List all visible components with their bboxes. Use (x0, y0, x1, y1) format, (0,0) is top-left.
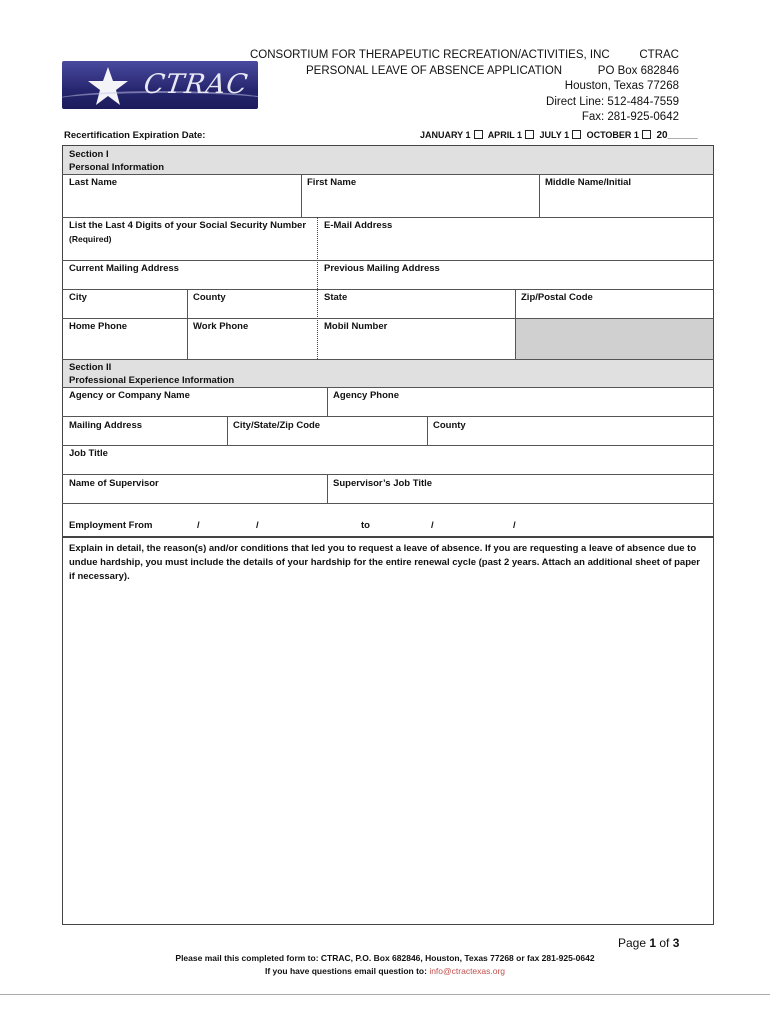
footer-question-line (0, 966, 770, 976)
recert-option-label: JULY 1 (539, 130, 570, 140)
page-bottom-rule (0, 994, 770, 995)
city-state-zip-label: City/State/Zip Code (233, 420, 321, 431)
supervisor-name-label: Name of Supervisor (69, 478, 159, 489)
agency-name-field[interactable] (66, 402, 322, 415)
mailing-address-field[interactable] (66, 431, 224, 444)
contact-name: CTRAC (639, 49, 679, 61)
org-name: CONSORTIUM FOR THERAPEUTIC RECREATION/ACTIVITIES, INC (250, 49, 610, 61)
recert-checkbox-october[interactable] (642, 130, 651, 139)
county-label: County (193, 292, 226, 303)
supervisor-title-field[interactable] (330, 490, 710, 502)
ssn-required-note: (Required) (69, 234, 112, 244)
employment-to-year-field[interactable] (522, 518, 622, 532)
current-address-label: Current Mailing Address (69, 263, 179, 274)
agency-name-label: Agency or Company Name (69, 390, 190, 401)
work-phone-label: Work Phone (193, 321, 249, 332)
zip-field[interactable] (518, 304, 710, 318)
footer-question-prefix: If you have questions email question to: (264, 966, 430, 976)
last-name-label: Last Name (69, 177, 118, 188)
recert-checkbox-january[interactable] (474, 130, 483, 139)
home-phone-field[interactable] (66, 336, 184, 354)
contact-po-box: PO Box 682846 (597, 64, 679, 77)
employment-from-year-field[interactable] (264, 518, 354, 532)
previous-address-label: Previous Mailing Address (324, 263, 440, 274)
mailing-address-label: Mailing Address (69, 420, 143, 431)
email-field[interactable] (320, 236, 710, 256)
logo-wordmark: CTRAC (141, 69, 251, 100)
mobile-label: Mobil Number (324, 321, 388, 332)
ssn-label: List the Last 4 Digits of your Social Security Number (69, 220, 307, 231)
section1-subtitle: Personal Information (69, 162, 165, 173)
job-title-field[interactable] (66, 460, 710, 473)
footer-email-link[interactable]: info@ctractexas.org (429, 966, 506, 976)
shaded-cell (516, 319, 713, 359)
date-slash: / (197, 520, 200, 531)
city-label: City (69, 292, 87, 303)
page-of: of (656, 936, 673, 950)
date-slash: / (431, 520, 434, 531)
employment-to-label: to (361, 520, 370, 531)
mobile-field[interactable] (320, 336, 512, 354)
recert-year-blank[interactable]: ______ (667, 130, 698, 140)
employment-to-month-field[interactable] (378, 518, 428, 532)
last-name-field[interactable] (66, 192, 296, 212)
recert-option-label: JANUARY 1 (420, 130, 471, 140)
page-number (618, 936, 679, 950)
agency-phone-field[interactable] (330, 402, 710, 415)
contact-fax: Fax: 281-925-0642 (581, 111, 679, 123)
supervisor-name-field[interactable] (66, 490, 322, 502)
state-label: State (324, 292, 348, 303)
city-state-zip-field[interactable] (230, 431, 424, 444)
recert-year-prefix: 20 (656, 130, 668, 141)
state-field[interactable] (320, 304, 512, 318)
contact-city: Houston, Texas 77268 (564, 80, 679, 92)
recert-option-label: APRIL 1 (487, 130, 523, 140)
footer-mail-line: Please mail this completed form to: CTRAC, P.O. Box 682846, Houston, Texas 77268 or fax 281-925-0642 (175, 953, 595, 963)
employment-from-day-field[interactable] (206, 518, 252, 532)
work-phone-field[interactable] (190, 336, 314, 354)
contact-direct-line: Direct Line: 512-484-7559 (546, 95, 679, 108)
date-slash: / (513, 520, 516, 531)
page-prefix: Page (618, 936, 650, 950)
explanation-instructions: Explain in detail, the reason(s) and/or conditions that led you to request a leave of absence. If you are requesting a leave of absence due to undue hardship, you must include the details of your hardship for the entire renewal cycle (past 2 years. Attach an additional sheet of paper if necessary). (69, 543, 701, 582)
contact-block (546, 48, 679, 126)
county-field[interactable] (190, 304, 314, 318)
section2-title: Section II (69, 362, 112, 373)
middle-name-label: Middle Name/Initial (545, 177, 632, 188)
first-name-field[interactable] (304, 192, 534, 212)
recert-checkbox-july[interactable] (572, 130, 581, 139)
recert-checkbox-april[interactable] (525, 130, 534, 139)
employment-from-label: Employment From (69, 520, 153, 531)
explanation-textarea[interactable] (66, 600, 710, 920)
agency-county-field[interactable] (430, 431, 710, 444)
first-name-label: First Name (307, 177, 357, 188)
zip-label: Zip/Postal Code (521, 292, 593, 303)
section1-title: Section I (69, 149, 109, 160)
recert-label: Recertification Expiration Date: (64, 130, 206, 141)
employment-to-day-field[interactable] (440, 518, 510, 532)
date-slash: / (256, 520, 259, 531)
section2-subtitle: Professional Experience Information (69, 375, 235, 386)
agency-phone-label: Agency Phone (333, 390, 399, 401)
agency-county-label: County (433, 420, 466, 431)
page-total: 3 (672, 936, 680, 950)
recert-option-label: OCTOBER 1 (586, 130, 639, 140)
current-address-field[interactable] (66, 274, 312, 288)
form-title: PERSONAL LEAVE OF ABSENCE APPLICATION (306, 65, 563, 77)
job-title-label: Job Title (69, 448, 108, 459)
middle-name-field[interactable] (542, 192, 710, 212)
recert-options (420, 130, 698, 141)
employment-from-month-field[interactable] (164, 518, 194, 532)
city-field[interactable] (66, 304, 184, 318)
page-current: 1 (649, 936, 657, 950)
home-phone-label: Home Phone (69, 321, 128, 332)
previous-address-field[interactable] (320, 274, 710, 288)
email-label: E-Mail Address (324, 220, 393, 231)
ctrac-logo (62, 61, 258, 109)
supervisor-title-label: Supervisor’s Job Title (333, 478, 433, 489)
